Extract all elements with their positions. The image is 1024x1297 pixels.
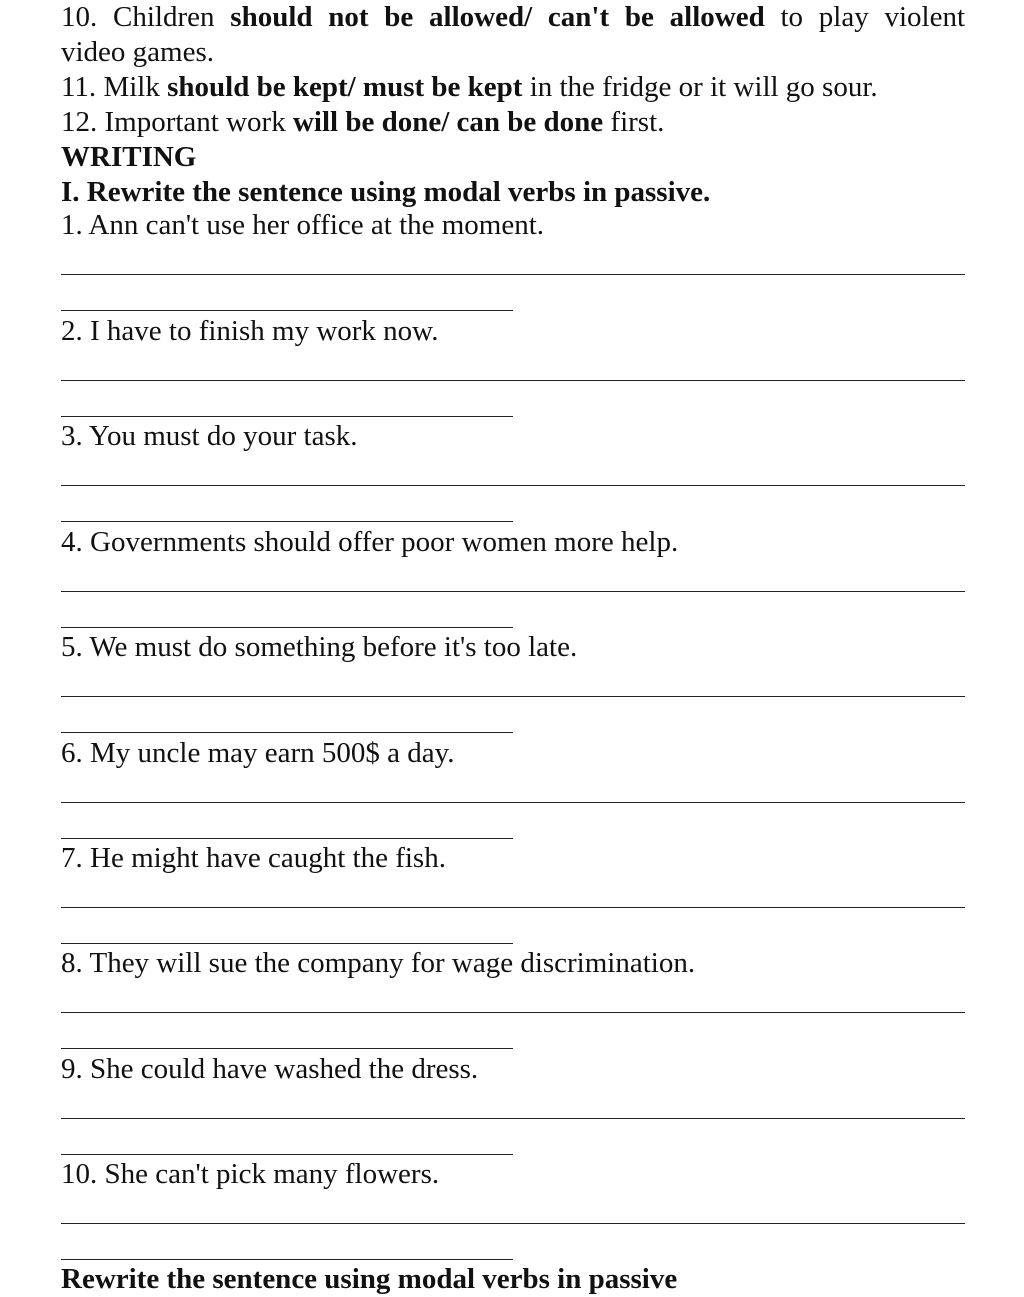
answer-10-continuation: video games. [61,36,215,68]
question-9: 9. She could have washed the dress. [61,1053,479,1085]
answer-line[interactable] [61,1118,965,1119]
answer-line[interactable] [61,838,513,839]
section-title: WRITING [61,141,197,173]
answer-line[interactable] [61,802,965,803]
question-8: 8. They will sue the company for wage discrimination. [61,947,696,979]
answer-line[interactable] [61,1259,513,1260]
answer-line[interactable] [61,1154,513,1155]
question-5: 5. We must do something before it's too late. [61,631,578,663]
exercise-title: I. Rewrite the sentence using modal verbs in passive. [61,176,711,208]
answer-line[interactable] [61,416,513,417]
question-10: 10. She can't pick many flowers. [61,1158,440,1190]
answer-11: 11. Milk should be kept/ must be kept in the fridge or it will go sour. [61,71,878,103]
answer-line[interactable] [61,1223,965,1224]
answer-line[interactable] [61,732,513,733]
answer-line[interactable] [61,1012,965,1013]
answer-line[interactable] [61,907,965,908]
answer-line[interactable] [61,591,965,592]
answer-line[interactable] [61,627,513,628]
answer-line[interactable] [61,1048,513,1049]
answer-line[interactable] [61,274,965,275]
answer-line[interactable] [61,521,513,522]
answer-line[interactable] [61,943,513,944]
question-6: 6. My uncle may earn 500$ a day. [61,737,455,769]
answer-line[interactable] [61,310,513,311]
cut-off-heading: Rewrite the sentence using modal verbs in passive [61,1263,678,1295]
question-4: 4. Governments should offer poor women more help. [61,526,679,558]
answer-12: 12. Important work will be done/ can be done first. [61,106,665,138]
question-2: 2. I have to finish my work now. [61,315,439,347]
question-7: 7. He might have caught the fish. [61,842,446,874]
answer-line[interactable] [61,380,965,381]
question-1: 1. Ann can't use her office at the moment. [61,209,545,241]
question-3: 3. You must do your task. [61,420,358,452]
previous-answers [61,0,965,210]
answer-line[interactable] [61,696,965,697]
answer-10: 10. Children should not be allowed/ can't be allowed to play violent [61,1,966,33]
answer-line[interactable] [61,485,965,486]
